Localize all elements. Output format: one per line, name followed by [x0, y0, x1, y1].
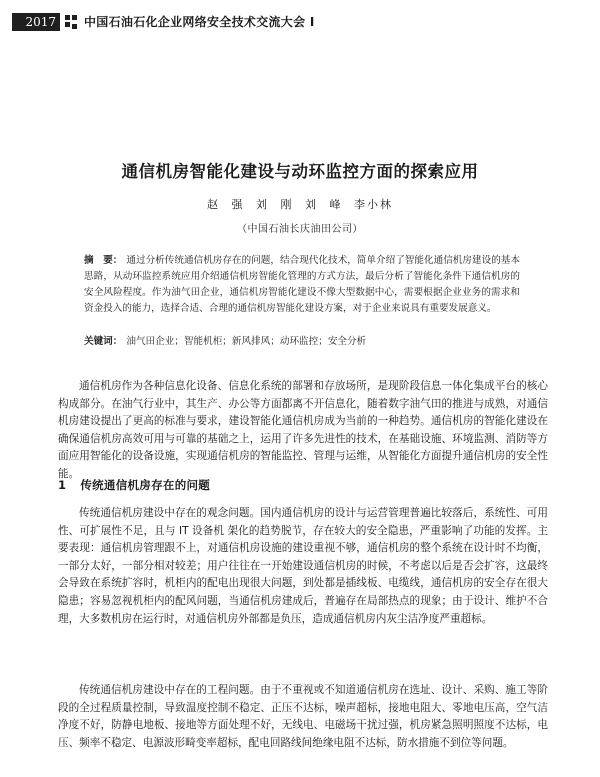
body-paragraph: 传统通信机房建设中存在的观念问题。国内通信机房的设计与运营管理普遍比较落后，系统性、可用性、可扩展性不足，且与 IT 设备机 架化的趋势脱节，存在较大的安全隐患，严重影响了功能的发挥。主要表现：通信机房管理跟不上，对通信机房设施的建设重视不够，通信机房的整个系统在设计时不均衡，一部分太好，一部分相对较差；用户往往在一开始建设通信机房的时候，不考虑以后是否会扩容，这最终会导致在系统扩容时，机柜内的配电出现很大问题，到处都是插线板、电缆线，通信机房的安全存在很大隐患；容易忽视机柜内的配风问题，当通信机房建成后，普遍存在局部热点的现象；由于设计、维护不合理，大多数机房在运行时，对通信机房外部都是负压，造成通信机房内灰尘洁净度严重超标。	[58, 507, 548, 625]
paper-title: 通信机房智能化建设与动环监控方面的探索应用	[121, 162, 479, 181]
conference-name: 中国石油石化企业网络安全技术交流大会 Ⅰ	[84, 15, 315, 29]
author-name: 刘 峰	[305, 198, 343, 211]
keywords-label: 关键词：	[84, 336, 123, 347]
section-number: 1	[58, 478, 67, 492]
author-name: 李小林	[354, 198, 393, 211]
author-name: 刘 刚	[256, 198, 294, 211]
section-title: 传统通信机房存在的问题	[80, 478, 211, 492]
abstract-label: 摘 要：	[84, 255, 123, 266]
body-paragraph: 传统通信机房建设中存在的工程问题。由于不重视或不知道通信机房在选址、设计、采购、施工等阶段的全过程质量控制，导致温度控制不稳定、正压不达标，噪声超标，接地电阻大、零地电压高，空气洁净度不好，防静电地板、接地等方面处理不好，无线电、电磁场干扰过强，机房紧急照明照度不达标，电压、频率不稳定、电源波形畸变率超标，配电回路线间绝缘电阻不达标，防水措施不到位等问题。	[58, 684, 548, 749]
section-heading	[58, 477, 210, 493]
author-list	[0, 196, 600, 212]
abstract-text: 通过分析传统通信机房存在的问题，结合现代化技术，简单介绍了智能化通信机房建设的基本思路，从动环监控系统应用介绍通信机房智能化管理的方式方法，最后分析了智能化条件下通信机房的安全风险程度。作为油气田企业，通信机房智能化建设不像大型数据中心，需要根据企业业务的需求和资金投入的能力，选择合适、合理的通信机房智能化建设方案，对于企业来说具有重要发展意义。	[84, 255, 521, 314]
running-header	[12, 12, 588, 34]
conference-logo-icon	[65, 15, 78, 29]
author-affiliation: （中国石油长庆油田公司）	[237, 224, 363, 235]
intro-paragraph: 通信机房作为各种信息化设备、信息化系统的部署和存放场所，是现阶段信息一体化集成平台的核心构成部分。在油气行业中，其生产、办公等方面都离不开信息化，随着数字油气田的推进与成熟，对通信机房建设提出了更高的标准与要求，建设智能化通信机房成为当前的一种趋势。通信机房的智能化建设在确保通信机房高效可用与可靠的基础之上，运用了许多先进性的技术，在基础设施、环境监测、消防等方面应用智能化的设备设施，实现通信机房的智能监控、管理与运维，从智能化方面提升通信机房的安全性能。	[58, 380, 548, 480]
abstract-block	[84, 253, 520, 317]
year-badge: 2017	[12, 13, 60, 31]
keywords-text: 油气田企业；智能机柜；新风排风；动环监控；安全分析	[126, 336, 367, 347]
author-name: 赵 强	[207, 198, 245, 211]
keywords-block	[84, 334, 520, 350]
